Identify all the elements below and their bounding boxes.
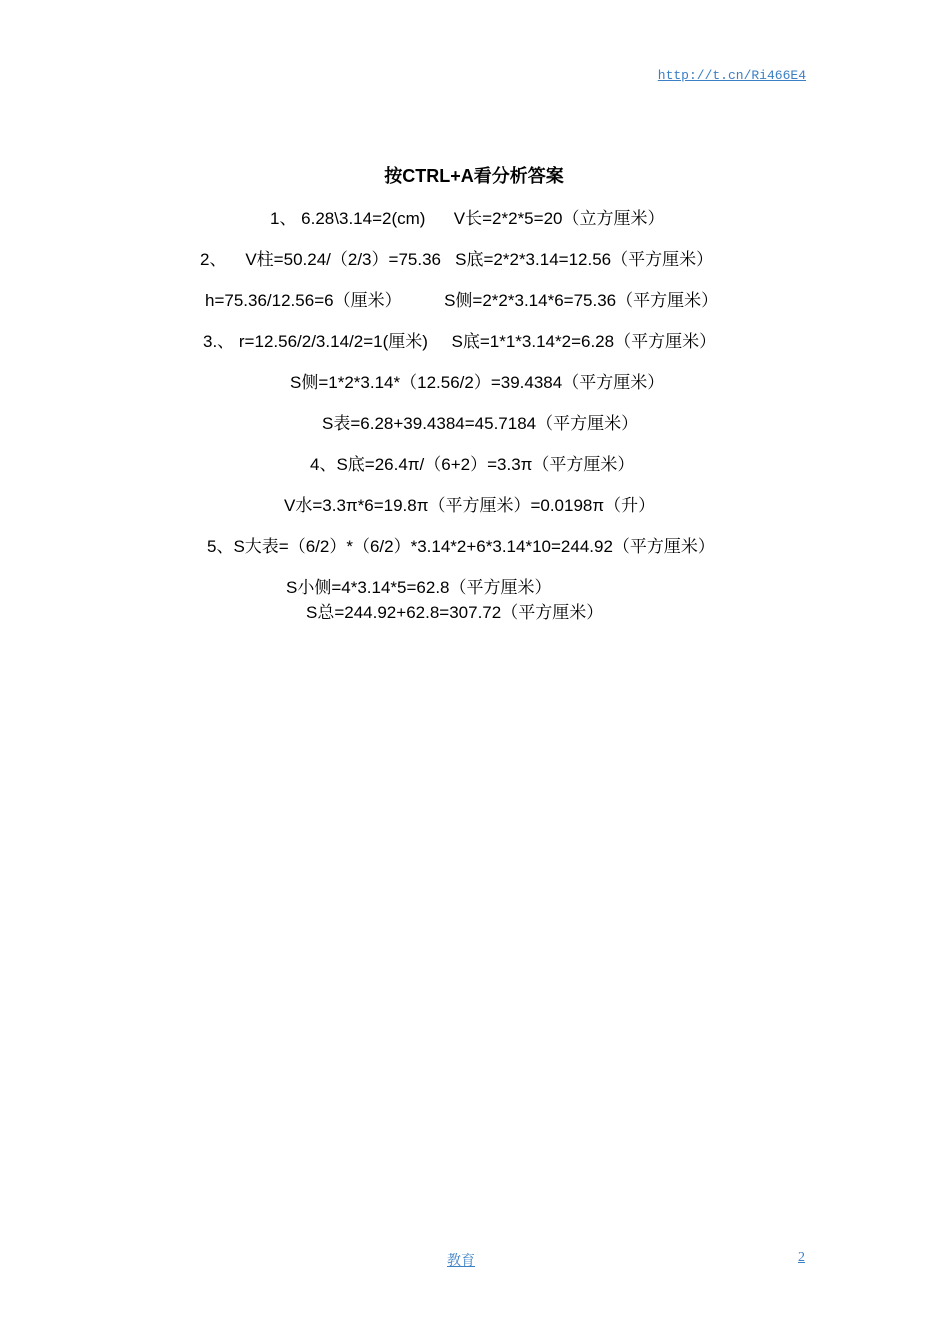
answer-line-1: 1、 6.28\3.14=2(cm) V长=2*2*5=20（立方厘米）: [270, 209, 665, 228]
answer-line-10: S小侧=4*3.14*5=62.8（平方厘米）: [286, 578, 552, 597]
answer-line-6: S表=6.28+39.4384=45.7184（平方厘米）: [322, 414, 639, 433]
answer-line-4: 3.、 r=12.56/2/3.14/2=1(厘米) S底=1*1*3.14*2=6.28（平方厘米）: [203, 332, 717, 351]
header-url-link[interactable]: http://t.cn/Ri466E4: [657, 68, 806, 83]
page-number[interactable]: 2: [798, 1250, 805, 1265]
answer-line-11: S总=244.92+62.8=307.72（平方厘米）: [306, 603, 604, 622]
answer-line-7: 4、S底=26.4π/（6+2）=3.3π（平方厘米）: [310, 455, 635, 474]
answer-line-9: 5、S大表=（6/2）*（6/2）*3.14*2+6*3.14*10=244.92（平方厘米）: [207, 537, 715, 556]
answer-line-3: h=75.36/12.56=6（厘米） S侧=2*2*3.14*6=75.36（平方厘米）: [205, 291, 719, 310]
page-title: 按CTRL+A看分析答案: [384, 166, 564, 186]
answer-content: [0, 163, 950, 189]
answer-line-2: 2、 V柱=50.24/（2/3）=75.36 S底=2*2*3.14=12.56（平方厘米）: [200, 250, 714, 269]
answer-line-5: S侧=1*2*3.14*（12.56/2）=39.4384（平方厘米）: [290, 373, 665, 392]
footer-center-link[interactable]: 教育: [447, 1254, 475, 1269]
answer-line-8: V水=3.3π*6=19.8π（平方厘米）=0.0198π（升）: [284, 496, 656, 515]
